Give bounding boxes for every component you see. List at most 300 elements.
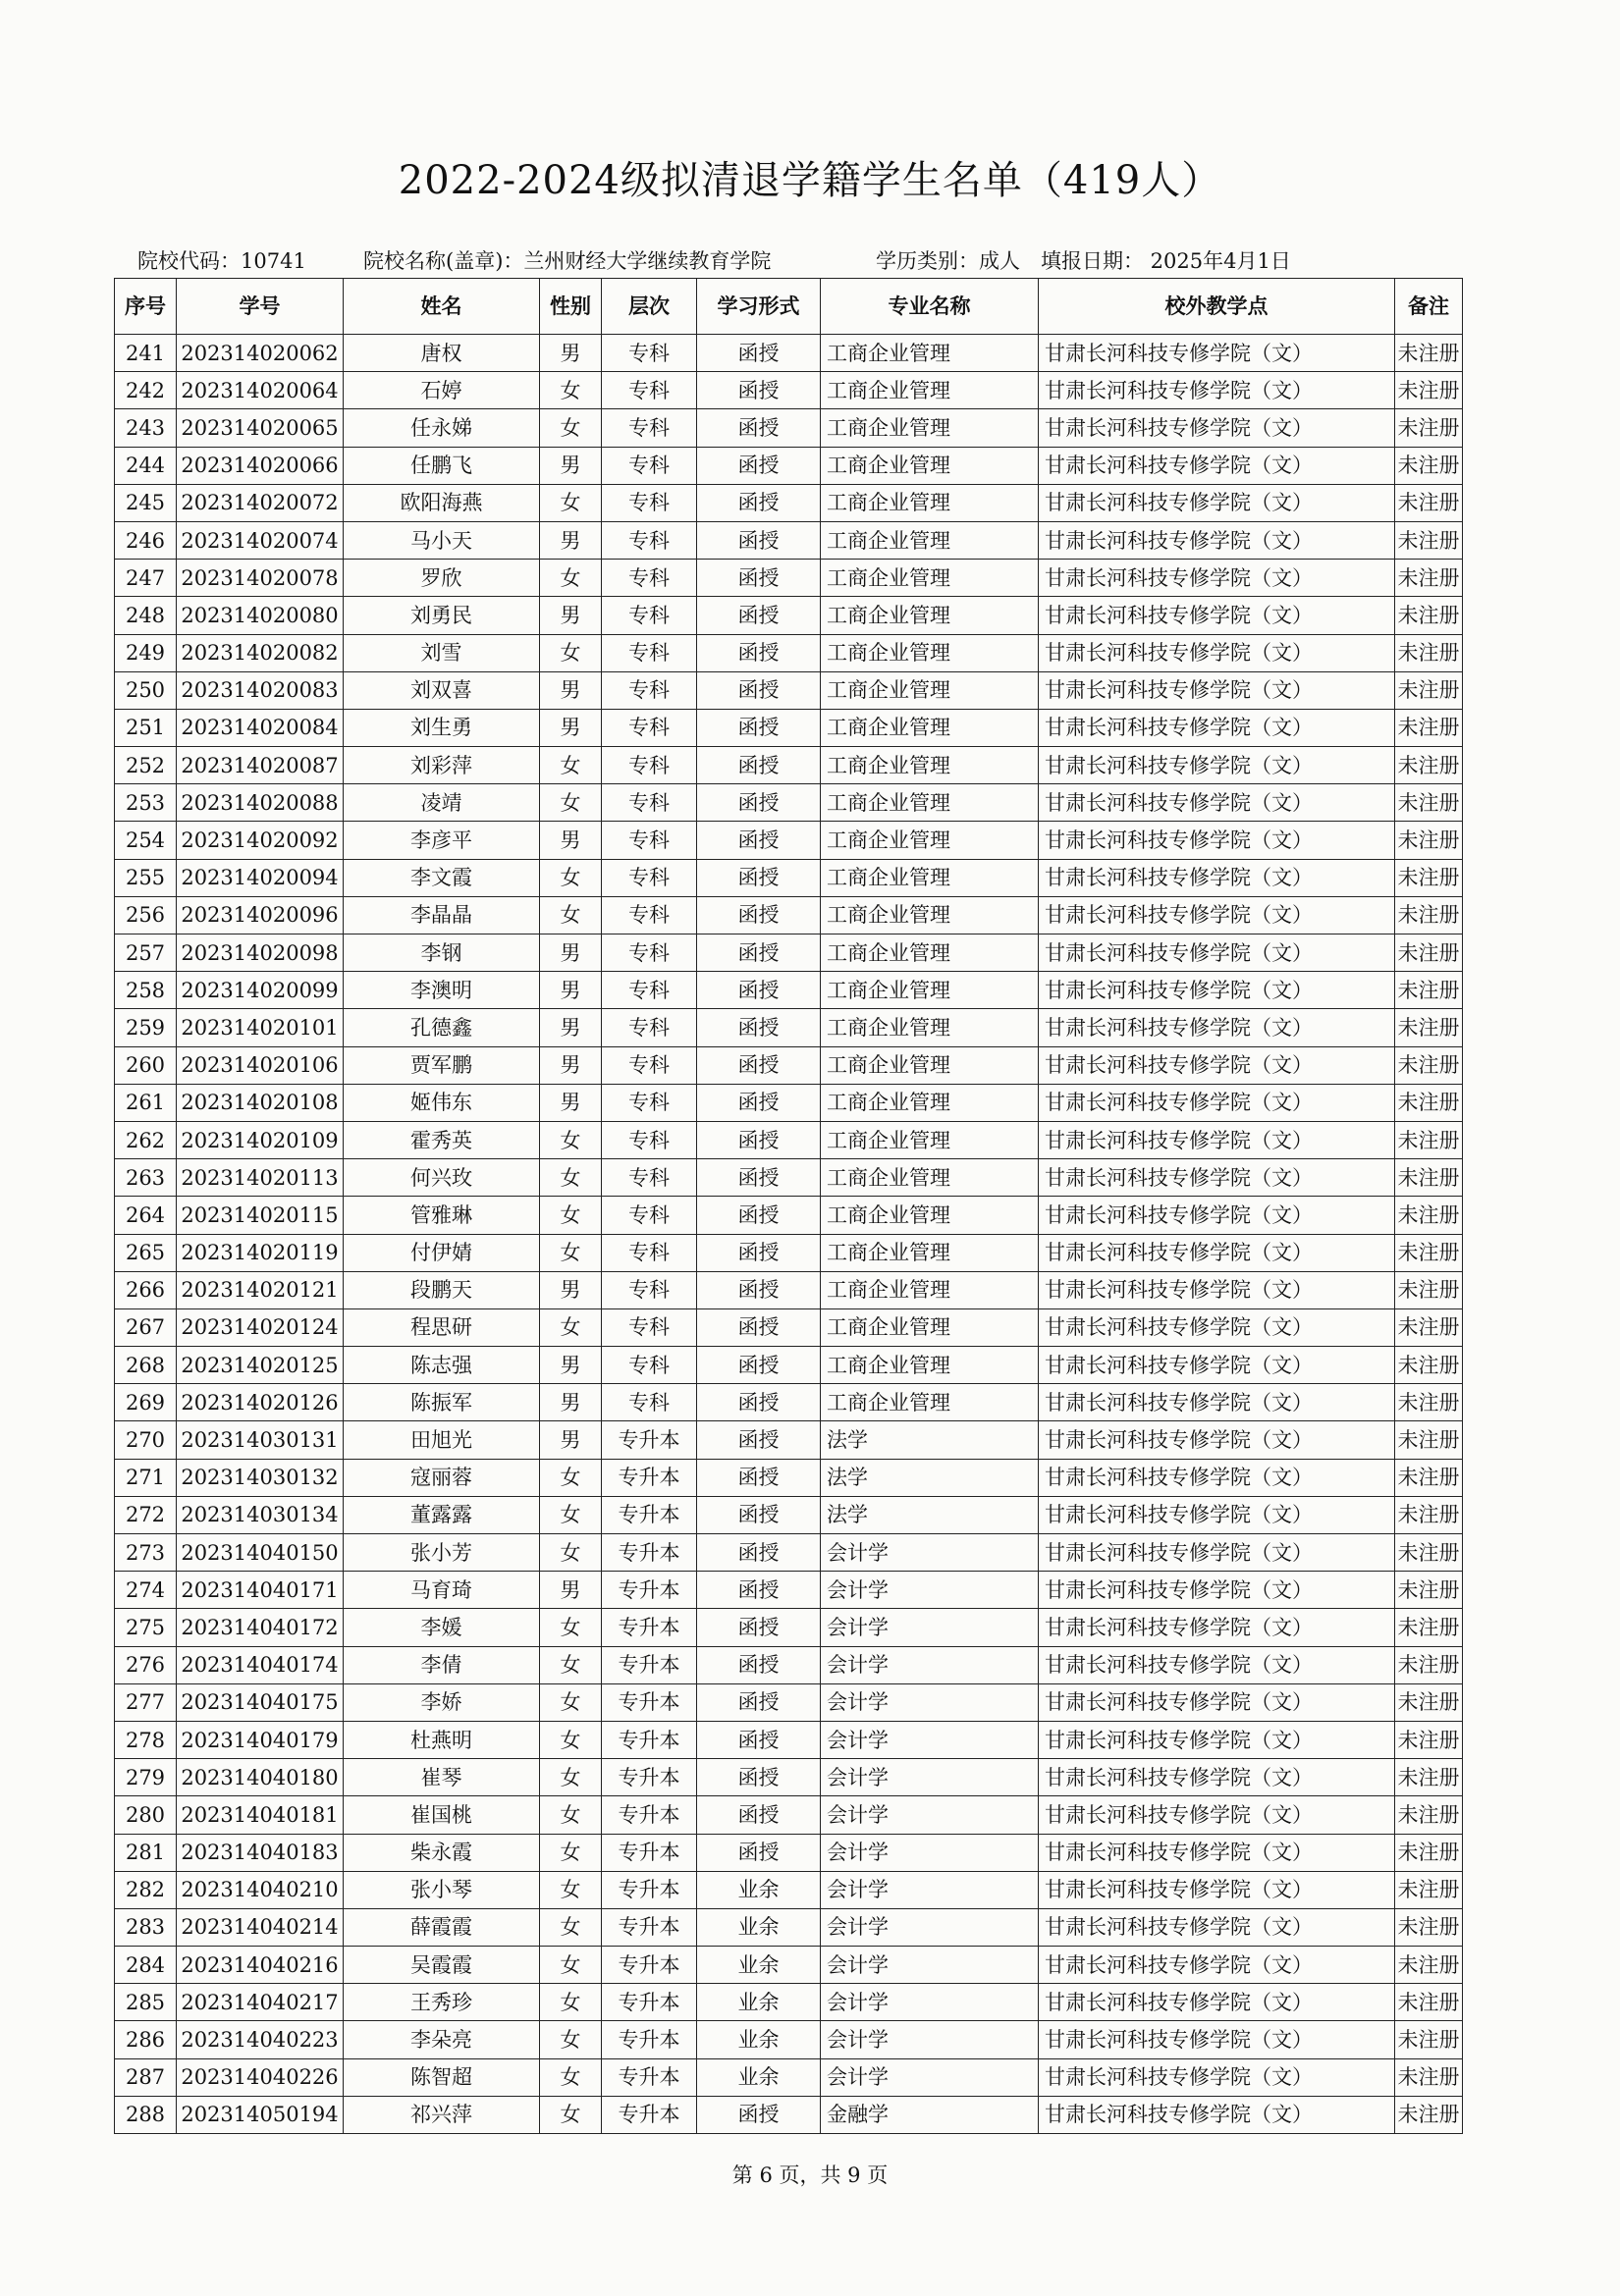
cell-major: 工商企业管理: [821, 1159, 1039, 1197]
cell-remark: 未注册: [1395, 1609, 1463, 1646]
cell-remark: 未注册: [1395, 409, 1463, 447]
cell-index: 258: [115, 972, 177, 1009]
cell-study-mode: 函授: [697, 372, 821, 409]
cell-gender: 男: [540, 335, 602, 372]
cell-level: 专科: [602, 1197, 697, 1234]
cell-level: 专升本: [602, 1947, 697, 1984]
cell-level: 专升本: [602, 2096, 697, 2133]
cell-index: 264: [115, 1197, 177, 1234]
cell-name: 李倩: [344, 1646, 540, 1683]
cell-level: 专升本: [602, 1984, 697, 2021]
cell-study-mode: 函授: [697, 1308, 821, 1346]
cell-remark: 未注册: [1395, 1721, 1463, 1758]
cell-index: 242: [115, 372, 177, 409]
cell-level: 专升本: [602, 1721, 697, 1758]
cell-level: 专科: [602, 484, 697, 521]
cell-study-center: 甘肃长河科技专修学院（文）: [1039, 2096, 1395, 2133]
cell-student-id: 202314040223: [177, 2021, 344, 2058]
cell-remark: 未注册: [1395, 447, 1463, 484]
cell-student-id: 202314030134: [177, 1496, 344, 1533]
cell-level: 专科: [602, 597, 697, 634]
cell-study-center: 甘肃长河科技专修学院（文）: [1039, 2058, 1395, 2096]
cell-study-center: 甘肃长河科技专修学院（文）: [1039, 934, 1395, 972]
cell-study-mode: 函授: [697, 1796, 821, 1834]
cell-study-mode: 函授: [697, 335, 821, 372]
cell-gender: 男: [540, 972, 602, 1009]
cell-major: 会计学: [821, 1646, 1039, 1683]
cell-name: 柴永霞: [344, 1834, 540, 1871]
cell-gender: 男: [540, 1009, 602, 1046]
table-row: [115, 1384, 1463, 1421]
table-row: [115, 1121, 1463, 1158]
cell-name: 田旭光: [344, 1421, 540, 1459]
cell-student-id: 202314020094: [177, 859, 344, 896]
cell-gender: 女: [540, 896, 602, 934]
cell-study-mode: 函授: [697, 1197, 821, 1234]
cell-gender: 男: [540, 934, 602, 972]
cell-major: 会计学: [821, 1796, 1039, 1834]
cell-student-id: 202314020096: [177, 896, 344, 934]
cell-gender: 女: [540, 784, 602, 822]
cell-remark: 未注册: [1395, 747, 1463, 784]
cell-remark: 未注册: [1395, 1121, 1463, 1158]
cell-level: 专科: [602, 1384, 697, 1421]
cell-major: 会计学: [821, 1759, 1039, 1796]
cell-study-mode: 函授: [697, 1646, 821, 1683]
table-row: [115, 2021, 1463, 2058]
table-row: [115, 1871, 1463, 1908]
cell-name: 管雅琳: [344, 1197, 540, 1234]
cell-level: 专科: [602, 1159, 697, 1197]
cell-study-center: 甘肃长河科技专修学院（文）: [1039, 2021, 1395, 2058]
cell-level: 专升本: [602, 2058, 697, 2096]
cell-student-id: 202314020087: [177, 747, 344, 784]
cell-gender: 男: [540, 1046, 602, 1084]
cell-major: 金融学: [821, 2096, 1039, 2133]
table-row: [115, 1834, 1463, 1871]
cell-index: 269: [115, 1384, 177, 1421]
cell-gender: 女: [540, 1721, 602, 1758]
cell-study-center: 甘肃长河科技专修学院（文）: [1039, 1683, 1395, 1721]
student-table: [114, 278, 1463, 2134]
cell-remark: 未注册: [1395, 1796, 1463, 1834]
cell-index: 283: [115, 1908, 177, 1946]
cell-study-mode: 函授: [697, 409, 821, 447]
cell-level: 专科: [602, 972, 697, 1009]
cell-level: 专升本: [602, 1496, 697, 1533]
cell-remark: 未注册: [1395, 1646, 1463, 1683]
cell-index: 281: [115, 1834, 177, 1871]
cell-index: 280: [115, 1796, 177, 1834]
cell-study-mode: 函授: [697, 1534, 821, 1572]
cell-remark: 未注册: [1395, 1947, 1463, 1984]
cell-gender: 女: [540, 409, 602, 447]
table-row: [115, 1496, 1463, 1533]
cell-name: 杜燕明: [344, 1721, 540, 1758]
cell-major: 工商企业管理: [821, 1046, 1039, 1084]
table-row: [115, 597, 1463, 634]
cell-level: 专升本: [602, 1683, 697, 1721]
cell-level: 专升本: [602, 1459, 697, 1496]
cell-study-mode: 函授: [697, 896, 821, 934]
cell-major: 工商企业管理: [821, 521, 1039, 559]
cell-student-id: 202314020125: [177, 1347, 344, 1384]
table-body: [115, 335, 1463, 2134]
cell-student-id: 202314040180: [177, 1759, 344, 1796]
cell-level: 专升本: [602, 1646, 697, 1683]
cell-remark: 未注册: [1395, 521, 1463, 559]
cell-study-mode: 函授: [697, 1683, 821, 1721]
cell-major: 工商企业管理: [821, 972, 1039, 1009]
page-title: 2022-2024级拟清退学籍学生名单（419人）: [398, 158, 1222, 203]
cell-major: 法学: [821, 1459, 1039, 1496]
cell-study-mode: 函授: [697, 521, 821, 559]
cell-remark: 未注册: [1395, 709, 1463, 746]
header-row: [115, 279, 1463, 335]
cell-student-id: 202314020101: [177, 1009, 344, 1046]
cell-gender: 女: [540, 1683, 602, 1721]
cell-index: 253: [115, 784, 177, 822]
cell-study-center: 甘肃长河科技专修学院（文）: [1039, 671, 1395, 709]
cell-name: 欧阳海燕: [344, 484, 540, 521]
cell-study-mode: 函授: [697, 634, 821, 671]
cell-gender: 女: [540, 1234, 602, 1271]
cell-index: 286: [115, 2021, 177, 2058]
cell-study-mode: 函授: [697, 1572, 821, 1609]
cell-study-center: 甘肃长河科技专修学院（文）: [1039, 372, 1395, 409]
cell-gender: 男: [540, 1384, 602, 1421]
cell-name: 凌靖: [344, 784, 540, 822]
cell-level: 专科: [602, 1347, 697, 1384]
cell-name: 刘生勇: [344, 709, 540, 746]
cell-study-mode: 业余: [697, 1908, 821, 1946]
cell-remark: 未注册: [1395, 1421, 1463, 1459]
cell-major: 工商企业管理: [821, 784, 1039, 822]
cell-study-center: 甘肃长河科技专修学院（文）: [1039, 1121, 1395, 1158]
cell-gender: 女: [540, 634, 602, 671]
cell-study-mode: 函授: [697, 1084, 821, 1121]
table-row: [115, 972, 1463, 1009]
cell-study-center: 甘肃长河科技专修学院（文）: [1039, 1721, 1395, 1758]
cell-student-id: 202314020084: [177, 709, 344, 746]
cell-major: 会计学: [821, 2021, 1039, 2058]
table-row: [115, 1421, 1463, 1459]
cell-index: 266: [115, 1271, 177, 1308]
cell-study-center: 甘肃长河科技专修学院（文）: [1039, 1534, 1395, 1572]
table-row: [115, 447, 1463, 484]
cell-remark: 未注册: [1395, 1534, 1463, 1572]
cell-name: 李晶晶: [344, 896, 540, 934]
education-category: 学历类别：成人: [876, 249, 1020, 273]
table-row: [115, 1347, 1463, 1384]
table-row: [115, 822, 1463, 859]
cell-study-center: 甘肃长河科技专修学院（文）: [1039, 560, 1395, 597]
cell-index: 252: [115, 747, 177, 784]
cell-name: 李文霞: [344, 859, 540, 896]
table-row: [115, 1308, 1463, 1346]
cell-level: 专科: [602, 521, 697, 559]
cell-student-id: 202314020119: [177, 1234, 344, 1271]
cell-study-center: 甘肃长河科技专修学院（文）: [1039, 1308, 1395, 1346]
cell-study-mode: 函授: [697, 1159, 821, 1197]
cell-index: 260: [115, 1046, 177, 1084]
table-row: [115, 1271, 1463, 1308]
cell-major: 工商企业管理: [821, 1234, 1039, 1271]
cell-major: 工商企业管理: [821, 709, 1039, 746]
cell-major: 会计学: [821, 1572, 1039, 1609]
cell-study-center: 甘肃长河科技专修学院（文）: [1039, 1947, 1395, 1984]
cell-major: 工商企业管理: [821, 1197, 1039, 1234]
cell-major: 会计学: [821, 1683, 1039, 1721]
cell-study-mode: 函授: [697, 709, 821, 746]
cell-remark: 未注册: [1395, 2096, 1463, 2133]
cell-remark: 未注册: [1395, 1347, 1463, 1384]
cell-study-center: 甘肃长河科技专修学院（文）: [1039, 1759, 1395, 1796]
cell-gender: 女: [540, 1459, 602, 1496]
cell-index: 268: [115, 1347, 177, 1384]
cell-study-center: 甘肃长河科技专修学院（文）: [1039, 1796, 1395, 1834]
table-row: [115, 1046, 1463, 1084]
cell-gender: 男: [540, 1084, 602, 1121]
cell-study-center: 甘肃长河科技专修学院（文）: [1039, 1646, 1395, 1683]
cell-study-mode: 业余: [697, 2058, 821, 2096]
cell-name: 李娇: [344, 1683, 540, 1721]
cell-level: 专科: [602, 1271, 697, 1308]
cell-name: 付伊婧: [344, 1234, 540, 1271]
cell-index: 279: [115, 1759, 177, 1796]
cell-name: 任鹏飞: [344, 447, 540, 484]
col-header-remark: 备注: [1395, 279, 1463, 335]
cell-remark: 未注册: [1395, 822, 1463, 859]
cell-student-id: 202314020064: [177, 372, 344, 409]
cell-level: 专科: [602, 1121, 697, 1158]
cell-name: 何兴玫: [344, 1159, 540, 1197]
cell-major: 会计学: [821, 1871, 1039, 1908]
cell-level: 专升本: [602, 1908, 697, 1946]
cell-level: 专科: [602, 335, 697, 372]
cell-major: 工商企业管理: [821, 484, 1039, 521]
cell-major: 法学: [821, 1496, 1039, 1533]
cell-study-center: 甘肃长河科技专修学院（文）: [1039, 521, 1395, 559]
cell-level: 专科: [602, 560, 697, 597]
table-row: [115, 560, 1463, 597]
cell-level: 专科: [602, 934, 697, 972]
cell-level: 专科: [602, 896, 697, 934]
cell-major: 会计学: [821, 1534, 1039, 1572]
cell-index: 263: [115, 1159, 177, 1197]
cell-name: 祁兴萍: [344, 2096, 540, 2133]
cell-gender: 男: [540, 1572, 602, 1609]
cell-remark: 未注册: [1395, 972, 1463, 1009]
table-row: [115, 671, 1463, 709]
cell-gender: 男: [540, 521, 602, 559]
col-header-study-center: 校外教学点: [1039, 279, 1395, 335]
cell-study-mode: 函授: [697, 1721, 821, 1758]
cell-index: 250: [115, 671, 177, 709]
cell-study-center: 甘肃长河科技专修学院（文）: [1039, 1459, 1395, 1496]
cell-student-id: 202314020074: [177, 521, 344, 559]
cell-name: 崔国桃: [344, 1796, 540, 1834]
cell-study-mode: 函授: [697, 1496, 821, 1533]
cell-index: 262: [115, 1121, 177, 1158]
cell-major: 工商企业管理: [821, 560, 1039, 597]
cell-major: 工商企业管理: [821, 335, 1039, 372]
cell-study-center: 甘肃长河科技专修学院（文）: [1039, 747, 1395, 784]
cell-index: 255: [115, 859, 177, 896]
col-header-index: 序号: [115, 279, 177, 335]
cell-index: 287: [115, 2058, 177, 2096]
cell-name: 李澳明: [344, 972, 540, 1009]
cell-study-center: 甘肃长河科技专修学院（文）: [1039, 1084, 1395, 1121]
cell-major: 工商企业管理: [821, 1009, 1039, 1046]
cell-major: 工商企业管理: [821, 896, 1039, 934]
cell-major: 工商企业管理: [821, 1271, 1039, 1308]
table-row: [115, 859, 1463, 896]
cell-level: 专科: [602, 709, 697, 746]
school-name: 院校名称(盖章)：兰州财经大学继续教育学院: [363, 249, 772, 273]
cell-gender: 女: [540, 560, 602, 597]
table-row: [115, 1459, 1463, 1496]
cell-major: 工商企业管理: [821, 447, 1039, 484]
report-date: 填报日期： 2025年4月1日: [1041, 249, 1291, 273]
cell-major: 工商企业管理: [821, 822, 1039, 859]
cell-major: 工商企业管理: [821, 1308, 1039, 1346]
cell-study-mode: 函授: [697, 1234, 821, 1271]
cell-remark: 未注册: [1395, 1908, 1463, 1946]
cell-level: 专科: [602, 409, 697, 447]
cell-level: 专升本: [602, 1759, 697, 1796]
cell-index: 244: [115, 447, 177, 484]
cell-index: 248: [115, 597, 177, 634]
cell-remark: 未注册: [1395, 1459, 1463, 1496]
cell-gender: 女: [540, 372, 602, 409]
table-row: [115, 896, 1463, 934]
table-row: [115, 1646, 1463, 1683]
cell-index: 247: [115, 560, 177, 597]
cell-level: 专科: [602, 1234, 697, 1271]
cell-study-center: 甘肃长河科技专修学院（文）: [1039, 1871, 1395, 1908]
cell-gender: 女: [540, 1121, 602, 1158]
table-row: [115, 409, 1463, 447]
cell-remark: 未注册: [1395, 372, 1463, 409]
cell-study-center: 甘肃长河科技专修学院（文）: [1039, 822, 1395, 859]
cell-remark: 未注册: [1395, 2021, 1463, 2058]
cell-name: 程思研: [344, 1308, 540, 1346]
table-row: [115, 1759, 1463, 1796]
cell-name: 崔琴: [344, 1759, 540, 1796]
cell-remark: 未注册: [1395, 1308, 1463, 1346]
cell-level: 专科: [602, 859, 697, 896]
cell-gender: 女: [540, 1759, 602, 1796]
cell-major: 会计学: [821, 1721, 1039, 1758]
cell-student-id: 202314020126: [177, 1384, 344, 1421]
cell-study-center: 甘肃长河科技专修学院（文）: [1039, 1834, 1395, 1871]
cell-study-center: 甘肃长河科技专修学院（文）: [1039, 896, 1395, 934]
table-row: [115, 1721, 1463, 1758]
cell-name: 霍秀英: [344, 1121, 540, 1158]
cell-remark: 未注册: [1395, 2058, 1463, 2096]
cell-level: 专科: [602, 1308, 697, 1346]
cell-remark: 未注册: [1395, 1009, 1463, 1046]
cell-index: 261: [115, 1084, 177, 1121]
table-row: [115, 521, 1463, 559]
cell-student-id: 202314020106: [177, 1046, 344, 1084]
cell-gender: 女: [540, 1796, 602, 1834]
cell-study-mode: 函授: [697, 1384, 821, 1421]
table-row: [115, 484, 1463, 521]
cell-student-id: 202314040175: [177, 1683, 344, 1721]
cell-study-mode: 函授: [697, 1009, 821, 1046]
cell-major: 工商企业管理: [821, 747, 1039, 784]
cell-level: 专科: [602, 747, 697, 784]
cell-student-id: 202314040214: [177, 1908, 344, 1946]
cell-index: 277: [115, 1683, 177, 1721]
cell-level: 专科: [602, 634, 697, 671]
col-header-student-id: 学号: [177, 279, 344, 335]
table-row: [115, 1984, 1463, 2021]
cell-study-mode: 函授: [697, 1121, 821, 1158]
cell-study-mode: 函授: [697, 784, 821, 822]
cell-study-center: 甘肃长河科技专修学院（文）: [1039, 972, 1395, 1009]
cell-gender: 男: [540, 597, 602, 634]
cell-name: 张小芳: [344, 1534, 540, 1572]
cell-index: 249: [115, 634, 177, 671]
cell-index: 254: [115, 822, 177, 859]
cell-level: 专科: [602, 1009, 697, 1046]
cell-name: 刘雪: [344, 634, 540, 671]
cell-student-id: 202314020113: [177, 1159, 344, 1197]
cell-remark: 未注册: [1395, 1984, 1463, 2021]
cell-level: 专升本: [602, 1796, 697, 1834]
cell-study-center: 甘肃长河科技专修学院（文）: [1039, 859, 1395, 896]
cell-index: 241: [115, 335, 177, 372]
cell-index: 245: [115, 484, 177, 521]
cell-major: 会计学: [821, 1908, 1039, 1946]
cell-student-id: 202314020121: [177, 1271, 344, 1308]
cell-major: 会计学: [821, 2058, 1039, 2096]
cell-gender: 男: [540, 447, 602, 484]
cell-student-id: 202314030131: [177, 1421, 344, 1459]
cell-study-mode: 函授: [697, 859, 821, 896]
cell-name: 马小天: [344, 521, 540, 559]
cell-study-mode: 函授: [697, 934, 821, 972]
cell-student-id: 202314020078: [177, 560, 344, 597]
cell-gender: 女: [540, 1534, 602, 1572]
cell-student-id: 202314040216: [177, 1947, 344, 1984]
cell-study-mode: 函授: [697, 1759, 821, 1796]
cell-student-id: 202314020099: [177, 972, 344, 1009]
cell-level: 专升本: [602, 1572, 697, 1609]
cell-name: 王秀珍: [344, 1984, 540, 2021]
cell-major: 会计学: [821, 1609, 1039, 1646]
cell-study-center: 甘肃长河科技专修学院（文）: [1039, 1159, 1395, 1197]
cell-name: 任永娣: [344, 409, 540, 447]
cell-name: 寇丽蓉: [344, 1459, 540, 1496]
cell-name: 段鹏天: [344, 1271, 540, 1308]
cell-remark: 未注册: [1395, 1683, 1463, 1721]
cell-gender: 女: [540, 1159, 602, 1197]
cell-study-mode: 业余: [697, 1947, 821, 1984]
cell-major: 工商企业管理: [821, 372, 1039, 409]
cell-study-mode: 业余: [697, 2021, 821, 2058]
cell-index: 257: [115, 934, 177, 972]
cell-level: 专科: [602, 671, 697, 709]
cell-study-center: 甘肃长河科技专修学院（文）: [1039, 1984, 1395, 2021]
cell-study-center: 甘肃长河科技专修学院（文）: [1039, 784, 1395, 822]
cell-remark: 未注册: [1395, 859, 1463, 896]
cell-student-id: 202314020072: [177, 484, 344, 521]
cell-level: 专升本: [602, 1421, 697, 1459]
